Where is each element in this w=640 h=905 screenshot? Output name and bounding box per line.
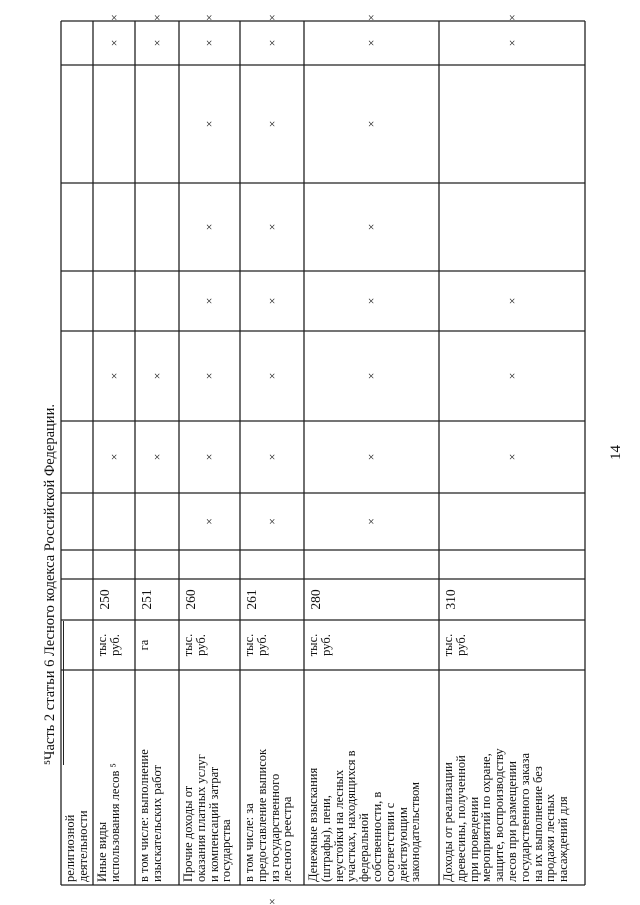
cross-mark: × — [202, 518, 216, 525]
cross-mark: × — [202, 297, 216, 305]
indicator-cell: в том числе: выполнение изыскательских работ — [137, 749, 164, 882]
cross-mark: × — [265, 372, 279, 380]
unit-cell: тыс. руб. — [441, 633, 468, 657]
cross-mark: × — [505, 39, 519, 47]
cross-mark: × — [364, 223, 378, 231]
cross-mark: × — [202, 14, 216, 21]
cross-mark: × — [265, 898, 279, 905]
cross-mark: × — [265, 297, 279, 305]
cross-mark: × — [202, 223, 216, 231]
unit-cell — [61, 620, 93, 670]
unit-cell: тыс. руб. — [242, 633, 269, 657]
unit-cell: га — [137, 639, 151, 651]
cross-mark: × — [265, 518, 279, 525]
cross-mark: × — [364, 120, 378, 128]
cross-mark: × — [364, 297, 378, 305]
cross-mark: × — [202, 453, 216, 461]
cross-mark: × — [265, 14, 279, 21]
code-cell: 310 — [443, 589, 458, 610]
cross-mark: × — [505, 297, 519, 305]
cross-mark: × — [202, 372, 216, 380]
code-cell: 260 — [183, 589, 198, 610]
cross-mark: × — [505, 14, 519, 21]
cross-mark: × — [107, 39, 121, 47]
cross-mark: × — [150, 453, 164, 461]
cross-mark: × — [364, 518, 378, 525]
cross-mark: × — [364, 453, 378, 461]
code-cell: 250 — [97, 589, 112, 610]
indicator-cell: Прочие доходы от оказания платных услуг и компенсаций затрат государства — [181, 754, 234, 882]
page-number: 14 — [608, 445, 624, 460]
code-cell: 251 — [139, 589, 154, 610]
code-cell — [61, 579, 93, 620]
indicator-cell: Иные виды использования лесов ⁵ — [95, 763, 122, 882]
cross-mark: × — [202, 120, 216, 128]
cross-mark: × — [150, 39, 164, 47]
cross-mark: × — [107, 453, 121, 461]
indicator-cell: Доходы от реализации древесины, полученной при проведении мероприятий по охране, защите, воспроизводству лесов при размещении государственного заказа на их выполнение без продажи лесных насаждений для — [441, 748, 571, 882]
footnote: ⁵Часть 2 статьи 6 Лесного кодекса Российской Федерации. — [42, 404, 58, 765]
cross-mark: × — [505, 372, 519, 380]
footnote-separator — [63, 621, 64, 765]
cross-mark: × — [364, 14, 378, 21]
code-cell: 261 — [244, 589, 259, 610]
code-cell: 280 — [308, 589, 323, 610]
cross-mark: × — [107, 14, 121, 21]
unit-cell: тыс. руб. — [95, 633, 122, 657]
cross-mark: × — [265, 453, 279, 461]
cross-mark: × — [150, 14, 164, 21]
cross-mark: × — [364, 39, 378, 47]
cross-mark: × — [107, 372, 121, 380]
cross-mark: × — [505, 453, 519, 461]
unit-cell: тыс. руб. — [181, 633, 208, 657]
cross-mark: × — [364, 372, 378, 380]
cross-mark: × — [265, 120, 279, 128]
cross-mark: × — [202, 39, 216, 47]
cross-mark: × — [265, 223, 279, 231]
indicator-cell: Денежные взыскания (штрафы), пени, неустойки на лесных участках, находящихся в федеральной собственности, в соответствии с действующим законодательством — [306, 750, 423, 882]
cross-mark: × — [265, 39, 279, 47]
unit-cell: тыс. руб. — [306, 633, 333, 657]
indicator-cell: религиозной деятельности — [63, 810, 90, 882]
cross-mark: × — [150, 372, 164, 380]
indicator-cell: в том числе: за предоставление выписок из государственного лесного реестра — [242, 748, 295, 882]
